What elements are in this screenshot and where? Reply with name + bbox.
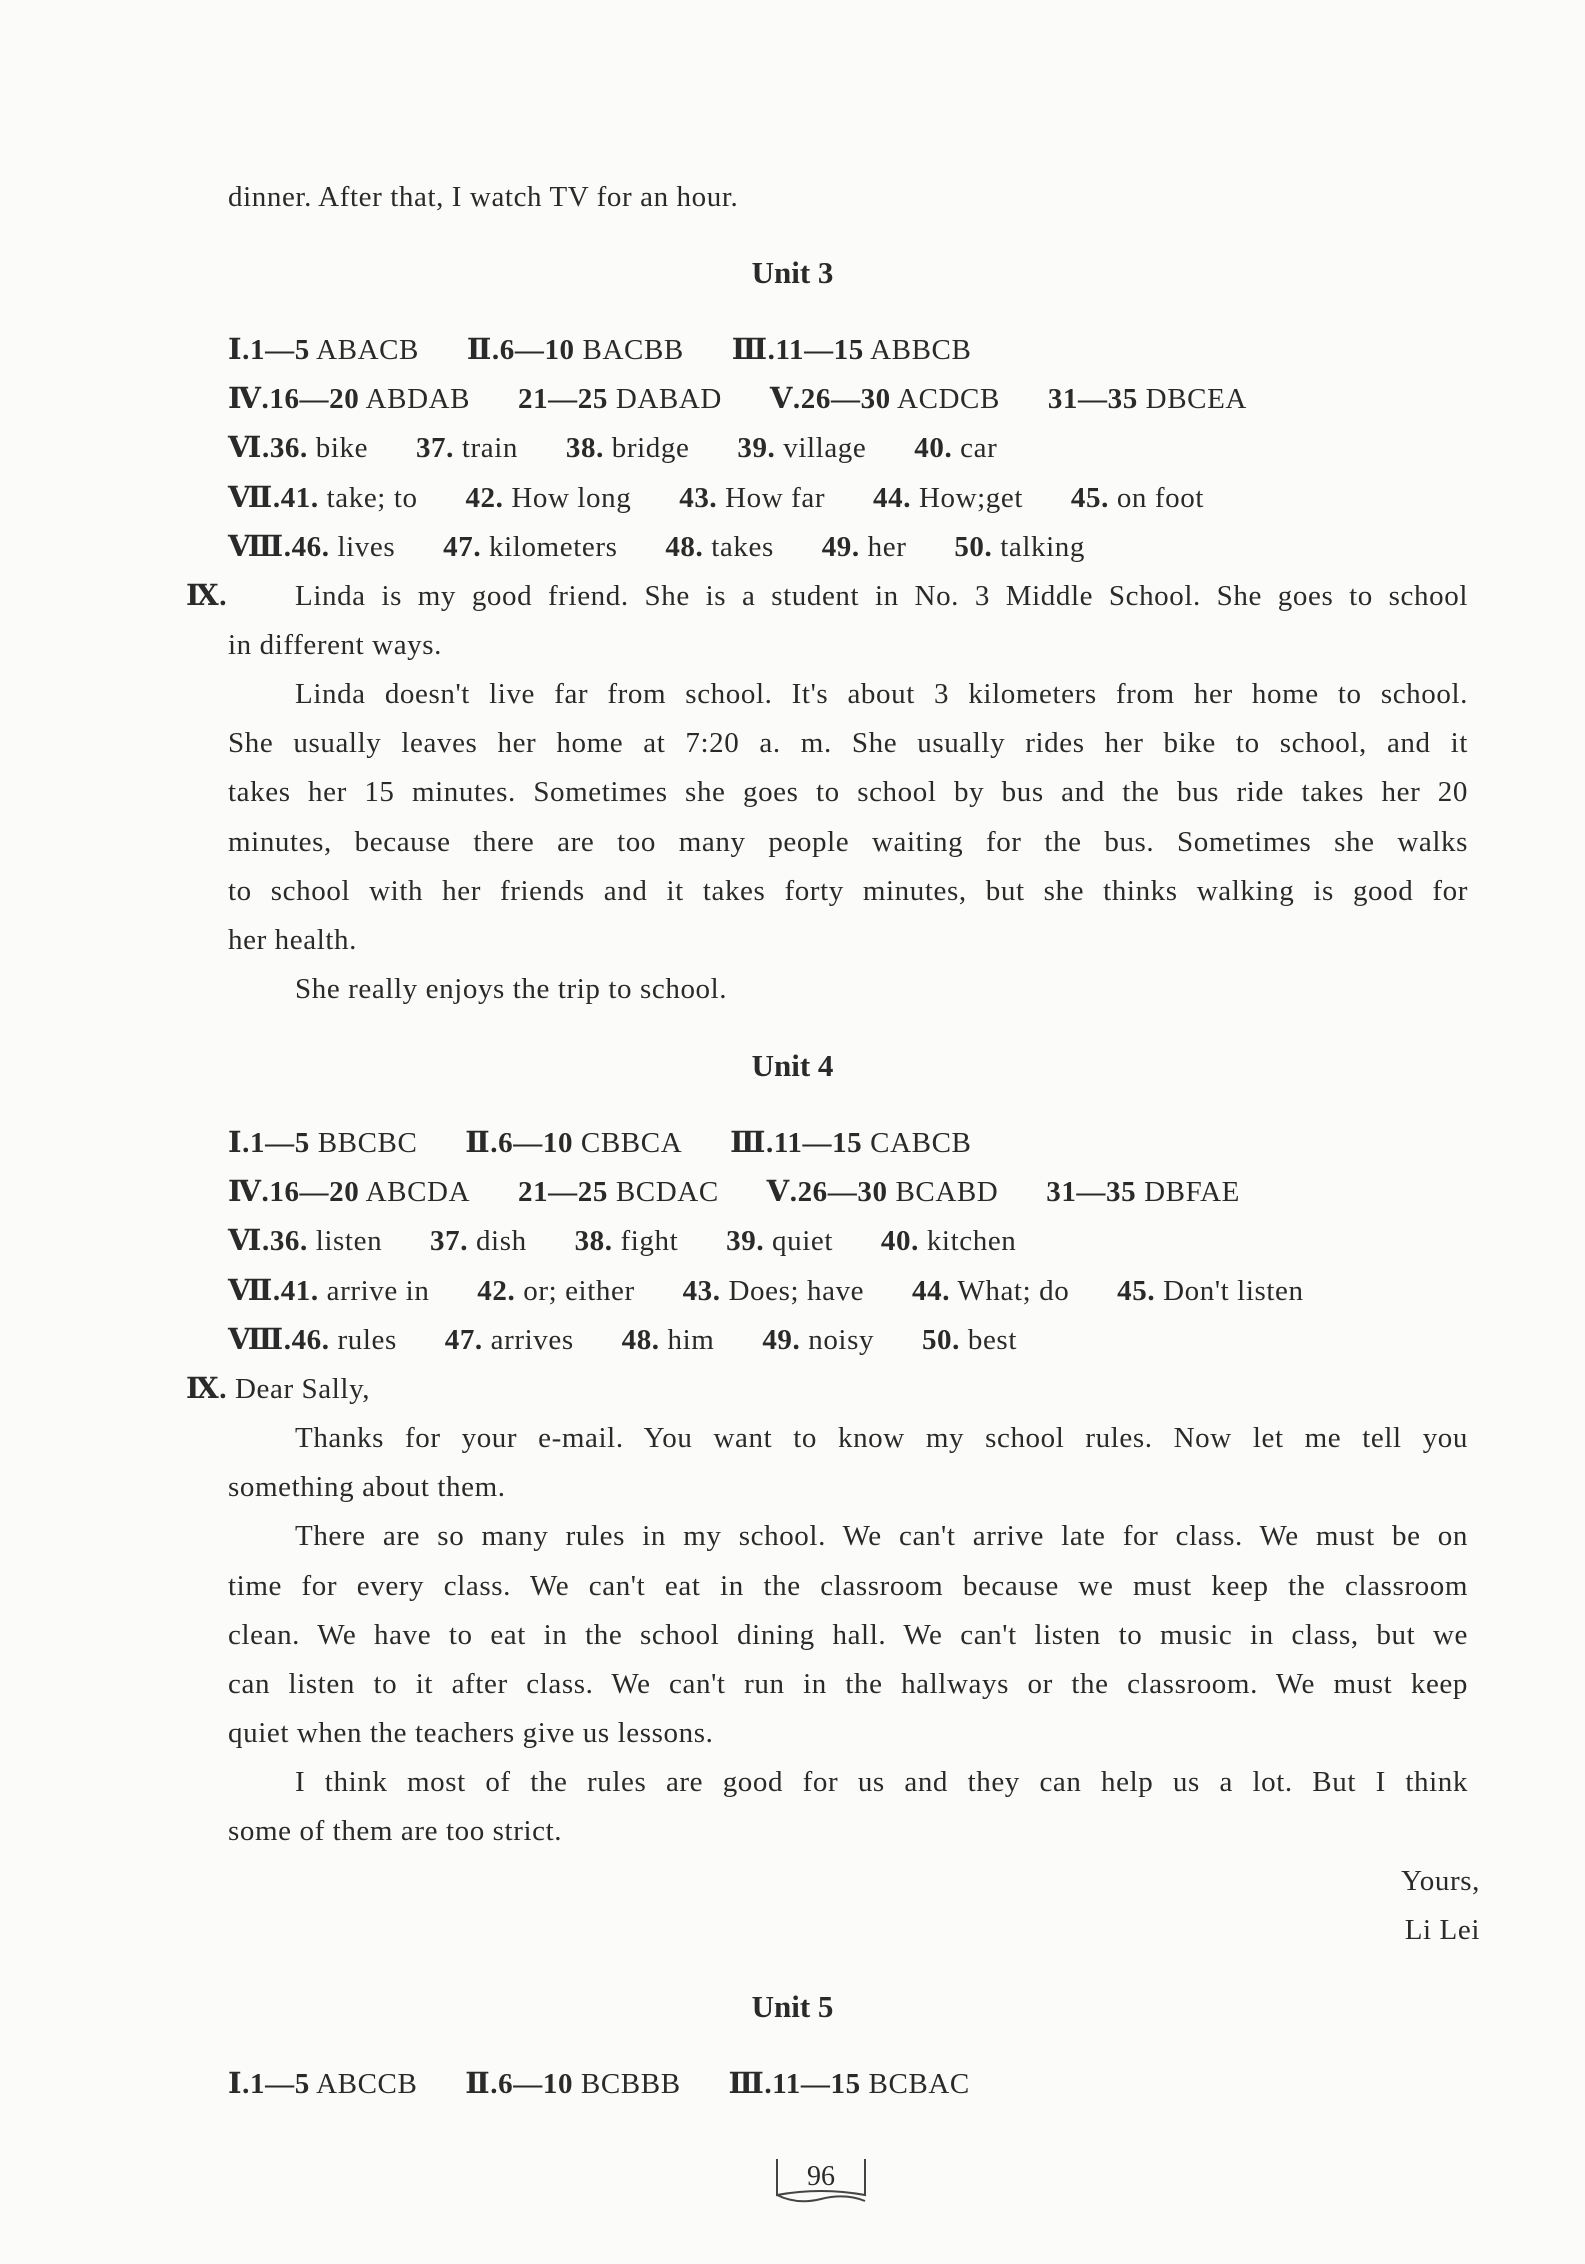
unit-3-essay-line-3: Linda doesn't live far from school. It's about 3 kilometers from her home to school. [295, 678, 1468, 710]
page-number: 96 [773, 2157, 869, 2207]
unit-3-essay-line-1: Linda is my good friend. She is a student in No. 3 Middle School. She goes to school [295, 580, 1468, 612]
unit-3-ix-label: Ⅸ. [186, 580, 228, 612]
unit-4-row-4: Ⅶ.41. arrive in 42. or; either 43. Does; have 44. What; do 45. Don't listen [228, 1275, 1304, 1307]
unit-3-essay-line-4: She usually leaves her home at 7:20 a. m. She usually rides her bike to school, and it [228, 727, 1468, 759]
unit-4-essay-line-6: can listen to it after class. We can't run in the hallways or the classroom. We must keep [228, 1668, 1468, 1700]
unit-5-title: Unit 5 [751, 1989, 834, 2024]
unit-4-essay-line-4: time for every class. We can't eat in the classroom because we must keep the classroom [228, 1570, 1468, 1602]
unit-3-row-3: Ⅵ.36. bike 37. train 38. bridge 39. village 40. car [228, 432, 998, 464]
unit-4-essay-line-3: There are so many rules in my school. We can't arrive late for class. We must be on [295, 1520, 1468, 1552]
unit-4-row-1: Ⅰ.1—5 BBCBC Ⅱ.6—10 CBBCA Ⅲ.11—15 CABCB [228, 1127, 972, 1159]
continued-essay-line: dinner. After that, I watch TV for an hour. [228, 181, 739, 213]
unit-4-essay-line-8: I think most of the rules are good for us and they can help us a lot. But I think [295, 1766, 1468, 1798]
unit-4-row-2: Ⅳ.16—20 ABCDA 21—25 BCDAC Ⅴ.26—30 BCABD 31—35 DBFAE [228, 1176, 1240, 1208]
unit-4-row-3: Ⅵ.36. listen 37. dish 38. fight 39. quiet 40. kitchen [228, 1225, 1017, 1257]
unit-3-essay-line-6: minutes, because there are too many people waiting for the bus. Sometimes she walks [228, 826, 1468, 858]
unit-3-essay-line-9: She really enjoys the trip to school. [295, 973, 728, 1005]
unit-5-row-1: Ⅰ.1—5 ABCCB Ⅱ.6—10 BCBBB Ⅲ.11—15 BCBAC [228, 2068, 970, 2100]
unit-3-row-4: Ⅶ.41. take; to 42. How long 43. How far 44. How;get 45. on foot [228, 482, 1204, 514]
unit-3-essay-line-7: to school with her friends and it takes forty minutes, but she thinks walking is good for [228, 875, 1468, 907]
unit-4-essay-line-1: Thanks for your e-mail. You want to know my school rules. Now let me tell you [295, 1422, 1468, 1454]
letter-signature: Li Lei [1404, 1914, 1480, 1946]
unit-3-essay-line-2: in different ways. [228, 629, 443, 661]
unit-3-title: Unit 3 [751, 255, 834, 290]
unit-4-essay-line-5: clean. We have to eat in the school dining hall. We can't listen to music in class, but we [228, 1619, 1468, 1651]
unit-4-essay-line-2: something about them. [228, 1471, 506, 1503]
unit-3-row-1: Ⅰ.1—5 ABACB Ⅱ.6—10 BACBB Ⅲ.11—15 ABBCB [228, 334, 972, 366]
unit-4-row-5: Ⅷ.46. rules 47. arrives 48. him 49. noisy 50. best [228, 1324, 1017, 1356]
unit-4-essay-line-7: quiet when the teachers give us lessons. [228, 1717, 714, 1749]
unit-4-title: Unit 4 [751, 1048, 834, 1083]
letter-closing: Yours, [1401, 1865, 1480, 1897]
unit-3-row-2: Ⅳ.16—20 ABDAB 21—25 DABAD Ⅴ.26—30 ACDCB 31—35 DBCEA [228, 383, 1247, 415]
unit-3-row-5: Ⅷ.46. lives 47. kilometers 48. takes 49. her 50. talking [228, 531, 1085, 563]
unit-3-essay-line-5: takes her 15 minutes. Sometimes she goes to school by bus and the bus ride takes her 20 [228, 776, 1468, 808]
unit-3-essay-line-8: her health. [228, 924, 357, 956]
unit-4-salutation-line: Ⅸ. Dear Sally, [186, 1373, 371, 1405]
unit-4-essay-line-9: some of them are too strict. [228, 1815, 563, 1847]
